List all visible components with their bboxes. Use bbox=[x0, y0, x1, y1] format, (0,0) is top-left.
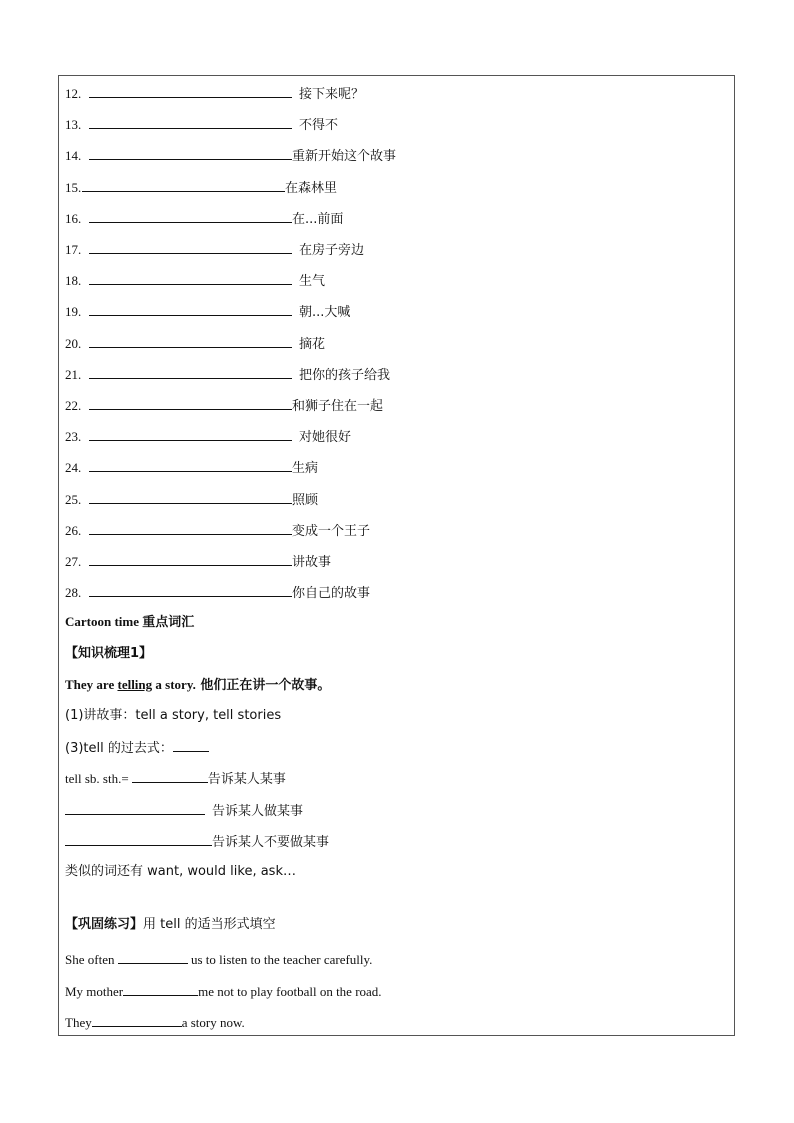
practice-3-blank[interactable] bbox=[92, 1013, 182, 1027]
tell-do-line bbox=[65, 801, 303, 821]
practice-2-blank[interactable] bbox=[123, 982, 198, 996]
example-pre: They are bbox=[65, 677, 118, 692]
vocab-answer-blank[interactable] bbox=[89, 271, 292, 285]
vocab-chinese: 摘花 bbox=[299, 336, 326, 352]
vocab-chinese: 生病 bbox=[292, 461, 319, 477]
vocab-answer-blank[interactable] bbox=[89, 334, 292, 348]
similar-words: 类似的词还有 want, would like, ask… bbox=[65, 864, 296, 879]
note-3-text: (3)tell 的过去式： bbox=[65, 741, 173, 756]
vocab-answer-blank[interactable] bbox=[89, 521, 292, 535]
knowledge-heading: 【知识梳理1】 bbox=[65, 646, 153, 661]
tell-line bbox=[65, 769, 286, 789]
practice-heading bbox=[65, 916, 276, 934]
note-3-blank[interactable] bbox=[173, 738, 209, 752]
practice-heading-bracket: 【巩固练习】 bbox=[65, 917, 144, 932]
practice-sentence-3 bbox=[65, 1013, 245, 1032]
vocab-chinese: 重新开始这个故事 bbox=[292, 149, 397, 165]
vocab-number: 24. bbox=[65, 460, 82, 476]
vocab-number: 22. bbox=[65, 398, 82, 413]
example-sentence bbox=[65, 676, 330, 695]
vocab-chinese: 你自己的故事 bbox=[292, 586, 371, 602]
practice-1-post: us to listen to the teacher carefully. bbox=[187, 952, 373, 967]
vocab-chinese: 朝...大喊 bbox=[299, 305, 351, 321]
tell-line-blank[interactable] bbox=[132, 769, 208, 783]
vocab-item bbox=[65, 178, 337, 198]
tell-line-cn: 告诉某人某事 bbox=[207, 772, 286, 787]
vocab-number: 17. bbox=[65, 242, 82, 257]
vocab-number: 28. bbox=[65, 585, 82, 601]
cartoon-heading bbox=[65, 613, 194, 632]
vocab-item bbox=[65, 365, 390, 385]
vocab-chinese: 讲故事 bbox=[292, 555, 332, 570]
vocab-item bbox=[65, 458, 318, 478]
vocab-answer-blank[interactable] bbox=[89, 427, 292, 441]
practice-1-blank[interactable] bbox=[118, 950, 188, 964]
vocab-number: 20. bbox=[65, 335, 82, 351]
vocab-number: 15. bbox=[65, 179, 82, 195]
vocab-answer-blank[interactable] bbox=[89, 552, 292, 566]
practice-sentence-2 bbox=[65, 982, 382, 1001]
vocab-number: 13. bbox=[65, 117, 82, 133]
vocab-chinese: 在房子旁边 bbox=[299, 243, 365, 258]
vocab-answer-blank[interactable] bbox=[89, 365, 292, 379]
vocab-chinese: 把你的孩子给我 bbox=[299, 367, 391, 383]
vocab-item bbox=[65, 490, 318, 510]
example-cn: 他们正在讲一个故事。 bbox=[195, 678, 331, 693]
note-3 bbox=[65, 738, 209, 758]
vocab-answer-blank[interactable] bbox=[89, 396, 292, 410]
practice-2-pre: My mother bbox=[65, 984, 124, 999]
practice-3-pre: They bbox=[65, 1015, 92, 1030]
vocab-number: 23. bbox=[65, 429, 82, 445]
vocab-item bbox=[65, 583, 370, 603]
vocab-item bbox=[65, 521, 370, 541]
vocab-item bbox=[65, 396, 383, 416]
practice-1-pre: She often bbox=[65, 952, 118, 967]
vocab-item bbox=[65, 552, 331, 572]
vocab-number: 19. bbox=[65, 304, 82, 320]
tell-not-do-cn: 告诉某人不要做某事 bbox=[212, 835, 330, 850]
tell-line-pre: tell sb. sth.= bbox=[65, 771, 132, 786]
vocab-chinese: 照顾 bbox=[292, 492, 319, 508]
vocab-chinese: 和狮子住在一起 bbox=[292, 399, 384, 414]
vocab-number: 16. bbox=[65, 210, 82, 226]
example-key: telling bbox=[117, 677, 153, 692]
vocab-number: 27. bbox=[65, 554, 82, 569]
practice-heading-rest: 用 tell 的适当形式填空 bbox=[143, 917, 276, 932]
vocab-chinese: 接下来呢？ bbox=[299, 87, 365, 102]
vocab-answer-blank[interactable] bbox=[89, 458, 292, 472]
vocab-number: 21. bbox=[65, 366, 82, 382]
vocab-number: 14. bbox=[65, 148, 82, 164]
tell-not-do-blank[interactable] bbox=[65, 832, 212, 846]
tell-do-cn: 告诉某人做某事 bbox=[212, 804, 304, 819]
vocab-item bbox=[65, 334, 325, 354]
vocab-item bbox=[65, 209, 343, 229]
vocab-chinese: 在森林里 bbox=[285, 180, 338, 196]
tell-not-do-line bbox=[65, 832, 329, 852]
vocab-chinese: 在...前面 bbox=[292, 211, 344, 227]
vocab-item bbox=[65, 271, 325, 291]
cartoon-heading-en: Cartoon time bbox=[65, 614, 140, 629]
vocab-answer-blank[interactable] bbox=[82, 178, 285, 192]
vocab-number: 18. bbox=[65, 273, 82, 289]
practice-2-post: me not to play football on the road. bbox=[198, 984, 382, 999]
vocab-chinese: 对她很好 bbox=[299, 430, 352, 446]
vocab-answer-blank[interactable] bbox=[89, 115, 292, 129]
practice-3-post: a story now. bbox=[181, 1015, 245, 1030]
vocab-number: 12. bbox=[65, 86, 82, 101]
vocab-number: 25. bbox=[65, 491, 82, 507]
vocab-item bbox=[65, 427, 351, 447]
example-post: a story. bbox=[152, 677, 196, 692]
vocab-answer-blank[interactable] bbox=[89, 209, 292, 223]
vocab-answer-blank[interactable] bbox=[89, 146, 292, 160]
vocab-answer-blank[interactable] bbox=[89, 84, 292, 98]
tell-do-blank[interactable] bbox=[65, 801, 205, 815]
vocab-number: 26. bbox=[65, 522, 82, 538]
vocab-chinese: 不得不 bbox=[299, 118, 339, 134]
vocab-item bbox=[65, 146, 396, 166]
cartoon-heading-cn: 重点词汇 bbox=[142, 615, 195, 630]
vocab-answer-blank[interactable] bbox=[89, 302, 292, 316]
vocab-item bbox=[65, 240, 364, 260]
vocab-chinese: 生气 bbox=[299, 274, 326, 290]
vocab-chinese: 变成一个王子 bbox=[292, 523, 371, 539]
practice-sentence-1 bbox=[65, 950, 372, 969]
vocab-item bbox=[65, 115, 338, 135]
note-1: (1)讲故事：tell a story, tell stories bbox=[65, 708, 282, 723]
vocab-item bbox=[65, 84, 364, 104]
vocab-answer-blank[interactable] bbox=[89, 583, 292, 597]
vocab-answer-blank[interactable] bbox=[89, 240, 292, 254]
vocab-item bbox=[65, 302, 350, 322]
vocab-answer-blank[interactable] bbox=[89, 490, 292, 504]
